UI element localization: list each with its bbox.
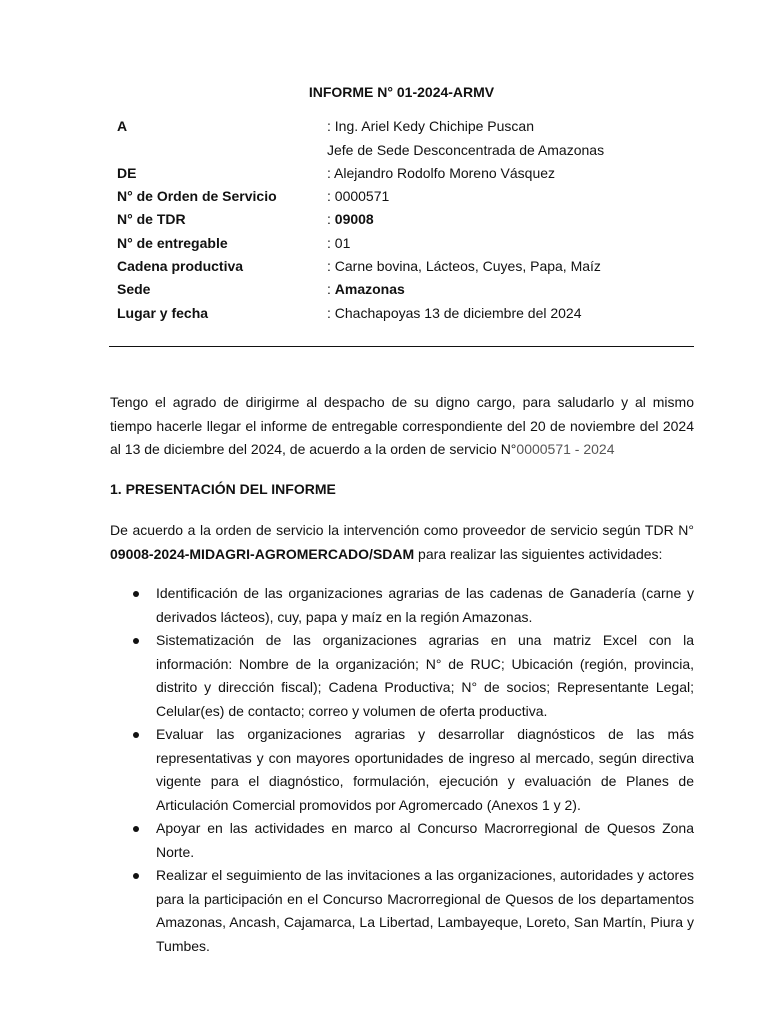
meta-row-a-position	[117, 140, 717, 160]
meta-label-de: DE	[117, 165, 137, 181]
activities-list	[110, 582, 694, 958]
meta-value-sede	[327, 279, 405, 299]
meta-label-cadena: Cadena productiva	[117, 258, 244, 274]
meta-row-a	[117, 116, 717, 136]
activity-text: Evaluar las organizaciones agrarias y desarrollar diagnósticos de las más representativas y con mayores oportunidades de ingreso al mercado, según directiva vigente para el diagnóstico, formulación, ejecución y evaluación de Planes de Articulación Comercial promovidos por Agromercado (Anexos 1 y 2).	[156, 726, 694, 813]
meta-row-orden	[117, 186, 717, 206]
section-1-text-before: De acuerdo a la orden de servicio la intervención como proveedor de servicio según TDR N°	[110, 522, 694, 538]
activity-text: Apoyar en las actividades en marco al Concurso Macrorregional de Quesos Zona Norte.	[156, 820, 694, 860]
meta-label-lugar: Lugar y fecha	[117, 305, 209, 321]
activity-item	[110, 582, 694, 629]
meta-value-orden: : 0000571	[327, 188, 390, 204]
meta-label-tdr-bold: TDR	[156, 211, 186, 227]
header-divider	[109, 346, 694, 347]
meta-value-entregable: : 01	[327, 235, 351, 251]
report-title: INFORME N° 01-2024-ARMV	[308, 84, 495, 100]
bullet-icon	[133, 638, 139, 644]
section-1-paragraph	[110, 519, 694, 566]
meta-value-lugar: : Chachapoyas 13 de diciembre del 2024	[327, 305, 582, 321]
meta-row-de	[117, 163, 717, 183]
meta-value-tdr-number: 09008	[334, 211, 374, 227]
meta-label-orden: N° de Orden de Servicio	[117, 188, 277, 204]
activity-item	[110, 629, 694, 723]
intro-text: Tengo el agrado de dirigirme al despacho de su digno cargo, para saludarlo y al mismo tiempo hacerle llegar el informe de entregable correspondiente del 20 de noviembre del 2024 al 13 de diciembre del 2024, de acuerdo a la orden de servicio N°	[110, 394, 694, 457]
meta-row-entregable	[117, 233, 717, 253]
meta-row-cadena	[117, 256, 717, 276]
activity-text: Sistematización de las organizaciones agrarias en una matriz Excel con la información: Nombre de la organización; N° de RUC; Ubicación (región, provincia, distrito y dirección fiscal); Cadena Productiva; N° de socios; Representante Legal; Celular(es) de contacto; correo y volumen de oferta productiva.	[156, 632, 694, 719]
section-1-text-after: para realizar las siguientes actividades:	[414, 545, 663, 562]
meta-label-tdr	[117, 209, 186, 229]
activity-item	[110, 864, 694, 958]
meta-value-sede-name: Amazonas	[334, 281, 405, 297]
intro-paragraph	[110, 391, 694, 462]
meta-value-tdr-colon: :	[327, 211, 335, 227]
meta-value-sede-colon: :	[327, 281, 335, 297]
intro-order-ref: 0000571 - 2024	[516, 441, 615, 457]
activity-item	[110, 817, 694, 864]
meta-value-a-position: Jefe de Sede Desconcentrada de Amazonas	[327, 142, 605, 158]
section-1-heading: 1. PRESENTACIÓN DEL INFORME	[110, 481, 336, 497]
meta-row-tdr	[117, 209, 717, 229]
activity-text: Realizar el seguimiento de las invitaciones a las organizaciones, autoridades y actores para la participación en el Concurso Macrorregional de Quesos de los departamentos Amazonas, Ancash, Cajamarca, La Libertad, Lambayeque, Loreto, San Martín, Piura y Tumbes.	[156, 867, 694, 954]
bullet-icon	[133, 591, 139, 597]
meta-label-tdr-prefix: N° de	[117, 211, 157, 227]
bullet-icon	[133, 873, 139, 879]
meta-row-lugar	[117, 303, 717, 323]
bullet-icon	[133, 732, 139, 738]
meta-label-entregable: N° de entregable	[117, 235, 228, 251]
meta-label-sede: Sede	[117, 281, 151, 297]
meta-label-a: A	[117, 118, 128, 134]
activity-item	[110, 723, 694, 817]
activity-text: Identificación de las organizaciones agrarias de las cadenas de Ganadería (carne y derivados lácteos), cuy, papa y maíz en la región Amazonas.	[156, 585, 694, 625]
meta-value-de: : Alejandro Rodolfo Moreno Vásquez	[327, 165, 556, 181]
meta-value-cadena: : Carne bovina, Lácteos, Cuyes, Papa, Maíz	[327, 258, 601, 274]
meta-value-tdr	[327, 209, 374, 229]
bullet-icon	[133, 826, 139, 832]
meta-row-sede	[117, 279, 717, 299]
section-1-tdr-reference: 09008-2024-MIDAGRI-AGROMERCADO/SDAM	[110, 545, 415, 562]
meta-value-a: : Ing. Ariel Kedy Chichipe Puscan	[327, 118, 535, 134]
